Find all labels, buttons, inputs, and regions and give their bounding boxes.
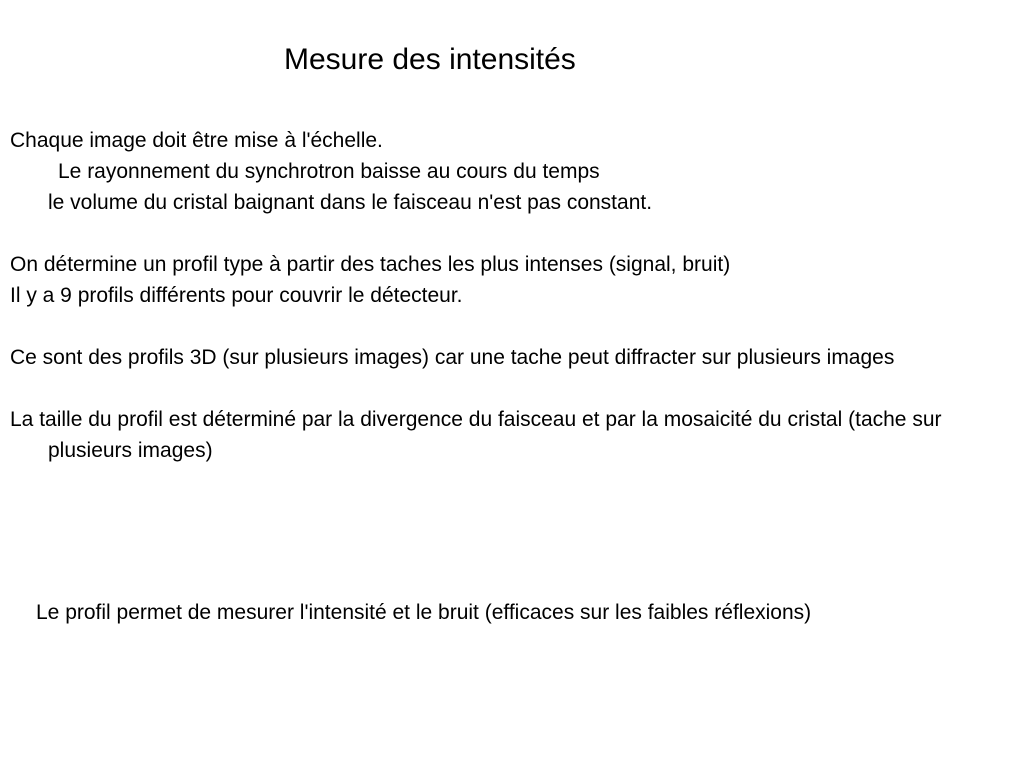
paragraph-scaling-line-1: Chaque image doit être mise à l'échelle. xyxy=(10,129,383,152)
paragraph-profile-size-text: La taille du profil est déterminé par la divergence du faisceau et par la mosaicité du cristal (tache sur plusieurs images) xyxy=(10,408,942,462)
slide-body xyxy=(10,125,1014,466)
paragraph-scaling-line-3: le volume du cristal baignant dans le faisceau n'est pas constant. xyxy=(48,191,653,214)
slide-footer-note: Le profil permet de mesurer l'intensité et le bruit (efficaces sur les faibles réflexions) xyxy=(36,601,812,624)
paragraph-scaling xyxy=(10,125,1014,218)
paragraph-profile-type-line-2: Il y a 9 profils différents pour couvrir le détecteur. xyxy=(10,284,463,307)
paragraph-profile-size xyxy=(10,404,1014,466)
paragraph-profile-type-line-1: On détermine un profil type à partir des taches les plus intenses (signal, bruit) xyxy=(10,253,731,276)
paragraph-scaling-line-2: Le rayonnement du synchrotron baisse au cours du temps xyxy=(58,160,600,183)
paragraph-3d-profiles-text: Ce sont des profils 3D (sur plusieurs images) car une tache peut diffracter sur plusieurs images xyxy=(10,346,895,369)
slide-title: Mesure des intensités xyxy=(284,43,576,76)
paragraph-profile-type xyxy=(10,249,1014,311)
paragraph-3d-profiles xyxy=(10,342,1014,373)
